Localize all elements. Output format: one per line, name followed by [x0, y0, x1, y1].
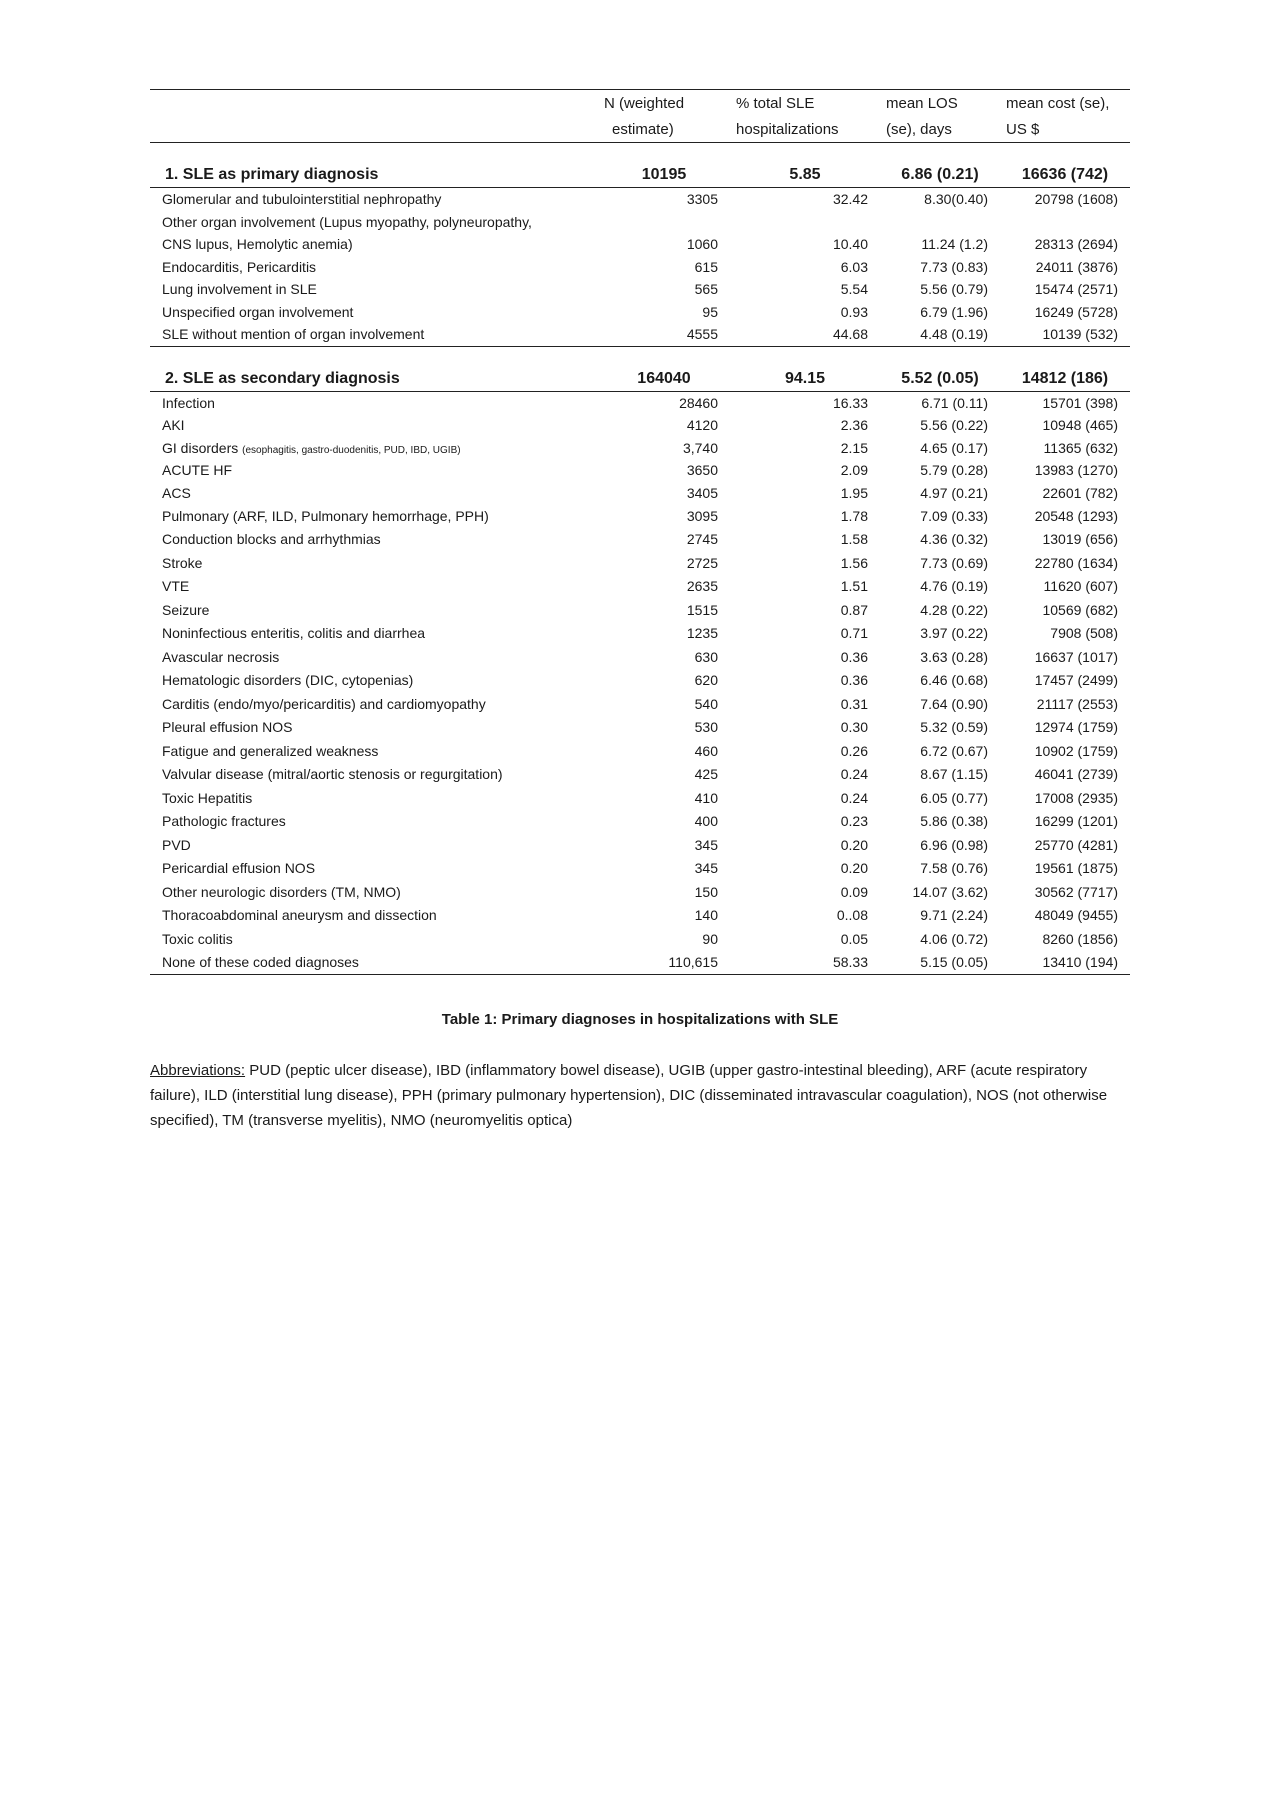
row-pct: 0.20 — [840, 860, 868, 877]
row-cost: 10948 (465) — [1042, 417, 1118, 434]
row-cost: 22780 (1634) — [1034, 554, 1118, 571]
row-pct: 0.30 — [840, 719, 868, 736]
row-cost: 15701 (398) — [1042, 394, 1118, 411]
row-cost: 25770 (4281) — [1034, 836, 1118, 853]
section-heading-row — [150, 367, 1130, 392]
row-los: 7.73 (0.69) — [920, 554, 988, 571]
table-row — [150, 645, 1130, 669]
table-row — [150, 669, 1130, 693]
row-n: 3095 — [686, 507, 718, 524]
row-cost: 11620 (607) — [1043, 578, 1118, 595]
row-pct: 2.09 — [840, 462, 868, 479]
section-los: 6.86 (0.21) — [880, 163, 1000, 188]
section-primary — [150, 143, 1130, 347]
row-label — [150, 551, 598, 575]
row-n: 95 — [702, 303, 718, 320]
row-pct: 0..08 — [836, 907, 868, 924]
row-pct: 0.36 — [840, 672, 868, 689]
row-n: 1235 — [686, 625, 718, 642]
row-los: 3.63 (0.28) — [920, 648, 988, 665]
row-label-text: None of these coded diagnoses — [162, 954, 359, 971]
row-label — [150, 391, 598, 414]
row-pct: 58.33 — [730, 951, 880, 975]
row-label-text: Stroke — [162, 554, 203, 571]
table-row — [150, 278, 1130, 301]
table-row — [150, 927, 1130, 951]
table-row — [150, 786, 1130, 810]
row-n: 28460 — [679, 394, 718, 411]
header-row — [150, 90, 1130, 117]
header-n: estimate) — [598, 116, 730, 143]
row-pct: 6.03 — [840, 258, 868, 275]
row-cost: 7908 (508) — [1050, 625, 1118, 642]
row-label — [150, 188, 598, 211]
row-label-text: Conduction blocks and arrhythmias — [162, 531, 381, 548]
row-pct: 2.36 — [840, 417, 868, 434]
row-n: 3,740 — [682, 439, 718, 456]
row-los: 4.48 (0.19) — [880, 323, 1000, 346]
row-cost: 21117 (2553) — [1036, 695, 1118, 712]
row-label — [150, 763, 598, 787]
row-los: 5.15 (0.05) — [880, 951, 1000, 975]
row-cost: 48049 (9455) — [1034, 907, 1118, 924]
header-los: (se), days — [880, 116, 1000, 143]
row-n: 2745 — [686, 531, 718, 548]
header-cost: US $ — [1000, 116, 1130, 143]
row-label — [150, 904, 598, 928]
row-label-text: Toxic colitis — [162, 930, 233, 947]
row-n — [598, 211, 730, 234]
row-label — [150, 810, 598, 834]
table-row — [150, 211, 1130, 234]
table-row — [150, 256, 1130, 279]
row-n: 3405 — [686, 484, 718, 501]
header-n: N (weighted — [598, 90, 730, 117]
section-secondary — [150, 346, 1130, 975]
row-pct: 0.71 — [840, 625, 868, 642]
row-los: 4.06 (0.72) — [920, 930, 988, 947]
row-label-text: Pulmonary (ARF, ILD, Pulmonary hemorrhage, PPH) — [162, 507, 489, 524]
row-label-text: Valvular disease (mitral/aortic stenosis or regurgitation) — [162, 766, 503, 783]
row-pct: 0.26 — [840, 742, 868, 759]
row-pct: 2.15 — [840, 439, 868, 456]
row-cost: 24011 (3876) — [1035, 258, 1118, 275]
table-row — [150, 598, 1130, 622]
row-cost: 20548 (1293) — [1034, 507, 1118, 524]
row-los: 6.96 (0.98) — [920, 836, 988, 853]
table-row — [150, 716, 1130, 740]
table-row — [150, 739, 1130, 763]
section-n: 164040 — [598, 367, 730, 392]
table-row — [150, 904, 1130, 928]
row-label-text: Other organ involvement (Lupus myopathy, polyneuropathy, — [162, 213, 532, 230]
row-label — [150, 256, 598, 279]
row-cost: 13410 (194) — [1000, 951, 1130, 975]
header-cost: mean cost (se), — [1000, 90, 1130, 117]
table-row — [150, 437, 1130, 460]
row-pct: 0.23 — [840, 813, 868, 830]
row-label — [150, 575, 598, 599]
table-row — [150, 188, 1130, 211]
row-n: 2725 — [686, 554, 718, 571]
row-los: 4.76 (0.19) — [920, 578, 988, 595]
row-label — [150, 482, 598, 505]
row-label-text: Glomerular and tubulointerstitial nephropathy — [162, 191, 442, 208]
row-los: 4.65 (0.17) — [920, 439, 988, 456]
row-pct: 1.95 — [840, 484, 868, 501]
row-label-text: GI disorders — [162, 439, 243, 456]
table-row — [150, 323, 1130, 346]
row-pct: 1.78 — [840, 507, 868, 524]
row-label — [150, 598, 598, 622]
section-n: 10195 — [598, 163, 730, 188]
row-label — [150, 437, 598, 460]
row-los: 9.71 (2.24) — [920, 907, 988, 924]
abbreviations-label: Abbreviations: — [150, 1062, 246, 1079]
row-label-text: Seizure — [162, 601, 210, 618]
row-cost: 15474 (2571) — [1034, 281, 1118, 298]
row-cost: 13983 (1270) — [1034, 462, 1118, 479]
row-label — [150, 739, 598, 763]
row-los — [880, 211, 1000, 234]
row-pct: 16.33 — [832, 394, 868, 411]
row-cost: 46041 (2739) — [1034, 766, 1118, 783]
row-label — [150, 716, 598, 740]
row-label — [150, 692, 598, 716]
row-los: 14.07 (3.62) — [912, 883, 988, 900]
row-label — [150, 786, 598, 810]
row-label-text: VTE — [162, 578, 190, 595]
row-cost: 10139 (532) — [1000, 323, 1130, 346]
row-pct: 0.24 — [840, 789, 868, 806]
row-label-text: Avascular necrosis — [162, 648, 280, 665]
row-label — [150, 278, 598, 301]
row-pct: 0.36 — [840, 648, 868, 665]
row-n: 630 — [694, 648, 718, 665]
header-blank — [150, 116, 598, 143]
row-pct — [730, 211, 880, 234]
row-n: 410 — [694, 789, 718, 806]
row-label — [150, 927, 598, 951]
row-los: 6.05 (0.77) — [920, 789, 988, 806]
row-label-text: Unspecified organ involvement — [162, 303, 354, 320]
row-label — [150, 414, 598, 437]
row-label-text: Carditis (endo/myo/pericarditis) and cardiomyopathy — [162, 695, 486, 712]
table-row — [150, 482, 1130, 505]
table-row — [150, 880, 1130, 904]
table-row — [150, 528, 1130, 552]
row-los: 5.86 (0.38) — [920, 813, 988, 830]
row-los: 7.58 (0.76) — [920, 860, 988, 877]
row-n: 460 — [694, 742, 718, 759]
abbreviations-text: PUD (peptic ulcer disease), IBD (inflammatory bowel disease), UGIB (upper gastro-intestinal bleeding), ARF (acute respiratory failure), ILD (interstitial lung disease), PPH (primary pulmonary hypertension), DIC (disseminated intravascular coagulation), NOS (not otherwise specified), TM (transverse myelitis), NMO (neuromyelitis optica) — [150, 1062, 1108, 1129]
row-cost: 28313 (2694) — [1034, 236, 1118, 253]
row-label — [150, 951, 598, 975]
row-label — [150, 323, 598, 346]
row-label — [150, 669, 598, 693]
row-cost: 22601 (782) — [1042, 484, 1118, 501]
row-label — [150, 301, 598, 324]
row-los: 3.97 (0.22) — [920, 625, 988, 642]
row-n: 90 — [702, 930, 718, 947]
row-label-text: CNS lupus, Hemolytic anemia) — [162, 236, 353, 253]
row-los: 5.79 (0.28) — [920, 462, 988, 479]
row-los: 5.56 (0.22) — [920, 417, 988, 434]
row-los: 11.24 (1.2) — [921, 236, 988, 253]
row-n: 615 — [694, 258, 718, 275]
row-pct: 32.42 — [832, 191, 868, 208]
row-label — [150, 504, 598, 528]
row-cost: 16637 (1017) — [1034, 648, 1118, 665]
row-label-detail: (esophagitis, gastro-duodenitis, PUD, IBD, UGIB) — [242, 444, 461, 456]
row-n: 425 — [694, 766, 718, 783]
row-n: 345 — [694, 860, 718, 877]
section-pct: 94.15 — [730, 367, 880, 392]
diagnoses-table — [150, 89, 1130, 975]
header-blank — [150, 90, 598, 117]
row-label-text: ACUTE HF — [162, 462, 232, 479]
row-pct: 10.40 — [832, 236, 868, 253]
row-cost: 12974 (1759) — [1034, 719, 1118, 736]
section-title: 2. SLE as secondary diagnosis — [150, 367, 598, 392]
table-row — [150, 857, 1130, 881]
row-pct: 0.20 — [840, 836, 868, 853]
row-los: 6.72 (0.67) — [920, 742, 988, 759]
row-n: 530 — [694, 719, 718, 736]
table-row — [150, 414, 1130, 437]
row-pct: 0.05 — [840, 930, 868, 947]
row-cost: 11365 (632) — [1043, 439, 1118, 456]
row-label-text: Other neurologic disorders (TM, NMO) — [162, 883, 401, 900]
row-label-text: Pericardial effusion NOS — [162, 860, 316, 877]
header-los: mean LOS — [880, 90, 1000, 117]
row-los: 8.67 (1.15) — [920, 766, 988, 783]
table-row — [150, 951, 1130, 975]
row-cost — [1000, 211, 1130, 234]
row-pct: 0.24 — [840, 766, 868, 783]
header-row — [150, 116, 1130, 143]
header-pct: hospitalizations — [730, 116, 880, 143]
row-n: 345 — [694, 836, 718, 853]
table-row — [150, 833, 1130, 857]
row-cost: 13019 (656) — [1042, 531, 1118, 548]
row-label — [150, 528, 598, 552]
row-label — [150, 857, 598, 881]
row-los: 6.71 (0.11) — [921, 394, 988, 411]
row-n: 2635 — [686, 578, 718, 595]
row-n: 150 — [694, 883, 718, 900]
section-heading-row — [150, 163, 1130, 188]
row-label-text: ACS — [162, 484, 191, 501]
row-label-text: AKI — [162, 417, 185, 434]
row-cost: 10569 (682) — [1042, 601, 1118, 618]
row-n: 400 — [694, 813, 718, 830]
row-cost: 17008 (2935) — [1034, 789, 1118, 806]
table-caption: Table 1: Primary diagnoses in hospitalizations with SLE — [441, 1011, 839, 1028]
row-pct: 44.68 — [730, 323, 880, 346]
row-n: 4120 — [686, 417, 718, 434]
row-pct: 0.31 — [840, 695, 868, 712]
section-cost: 14812 (186) — [1000, 367, 1130, 392]
row-n: 540 — [694, 695, 718, 712]
abbreviations-note — [150, 1058, 1130, 1133]
row-label-text: Infection — [162, 394, 215, 411]
row-cost: 20798 (1608) — [1034, 191, 1118, 208]
row-label-text: Thoracoabdominal aneurysm and dissection — [162, 907, 437, 924]
row-pct: 0.87 — [840, 601, 868, 618]
row-cost: 17457 (2499) — [1034, 672, 1118, 689]
row-n: 1515 — [686, 601, 718, 618]
section-pct: 5.85 — [730, 163, 880, 188]
row-cost: 10902 (1759) — [1034, 742, 1118, 759]
row-label-text: Endocarditis, Pericarditis — [162, 258, 317, 275]
row-cost: 8260 (1856) — [1042, 930, 1118, 947]
section-los: 5.52 (0.05) — [880, 367, 1000, 392]
section-cost: 16636 (742) — [1000, 163, 1130, 188]
row-los: 7.73 (0.83) — [920, 258, 988, 275]
table-row — [150, 301, 1130, 324]
row-pct: 1.56 — [840, 554, 868, 571]
row-los: 8.30(0.40) — [924, 191, 988, 208]
row-label-text: Pleural effusion NOS — [162, 719, 293, 736]
row-label-text: Pathologic fractures — [162, 813, 286, 830]
row-label-text: SLE without mention of organ involvement — [162, 326, 425, 343]
row-n: 3650 — [686, 462, 718, 479]
table-row — [150, 551, 1130, 575]
table-row — [150, 391, 1130, 414]
section-title: 1. SLE as primary diagnosis — [150, 163, 598, 188]
row-cost: 16299 (1201) — [1034, 813, 1118, 830]
table-row — [150, 763, 1130, 787]
table-row — [150, 233, 1130, 256]
row-label — [150, 622, 598, 646]
table-row — [150, 504, 1130, 528]
table-row — [150, 810, 1130, 834]
row-los: 7.64 (0.90) — [920, 695, 988, 712]
row-n: 140 — [694, 907, 718, 924]
row-label — [150, 645, 598, 669]
row-label-text: Fatigue and generalized weakness — [162, 742, 379, 759]
row-pct: 1.58 — [840, 531, 868, 548]
row-cost: 19561 (1875) — [1034, 860, 1118, 877]
row-n: 1060 — [686, 236, 718, 253]
row-label-text: Lung involvement in SLE — [162, 281, 317, 298]
row-pct: 1.51 — [840, 578, 868, 595]
row-cost: 16249 (5728) — [1034, 303, 1118, 320]
row-label — [150, 459, 598, 482]
row-label — [150, 233, 598, 256]
row-los: 4.28 (0.22) — [920, 601, 988, 618]
row-label — [150, 880, 598, 904]
row-n: 620 — [694, 672, 718, 689]
row-los: 6.46 (0.68) — [920, 672, 988, 689]
row-n: 110,615 — [598, 951, 730, 975]
row-label-text: Toxic Hepatitis — [162, 789, 253, 806]
row-los: 4.36 (0.32) — [920, 531, 988, 548]
row-pct: 0.09 — [840, 883, 868, 900]
row-label-text: Noninfectious enteritis, colitis and diarrhea — [162, 625, 426, 642]
row-los: 5.56 (0.79) — [920, 281, 988, 298]
row-cost: 30562 (7717) — [1034, 883, 1118, 900]
row-los: 6.79 (1.96) — [920, 303, 988, 320]
row-n: 565 — [694, 281, 718, 298]
table-row — [150, 459, 1130, 482]
row-n: 3305 — [686, 191, 718, 208]
row-pct: 5.54 — [840, 281, 868, 298]
table-row — [150, 575, 1130, 599]
row-los: 5.32 (0.59) — [920, 719, 988, 736]
table-row — [150, 622, 1130, 646]
row-pct: 0.93 — [840, 303, 868, 320]
row-label-text: PVD — [162, 836, 191, 853]
row-los: 7.09 (0.33) — [920, 507, 988, 524]
row-label-text: Hematologic disorders (DIC, cytopenias) — [162, 672, 414, 689]
header-pct: % total SLE — [730, 90, 880, 117]
row-los: 4.97 (0.21) — [920, 484, 988, 501]
row-label — [150, 211, 598, 234]
table-row — [150, 692, 1130, 716]
row-label — [150, 833, 598, 857]
row-n: 4555 — [598, 323, 730, 346]
